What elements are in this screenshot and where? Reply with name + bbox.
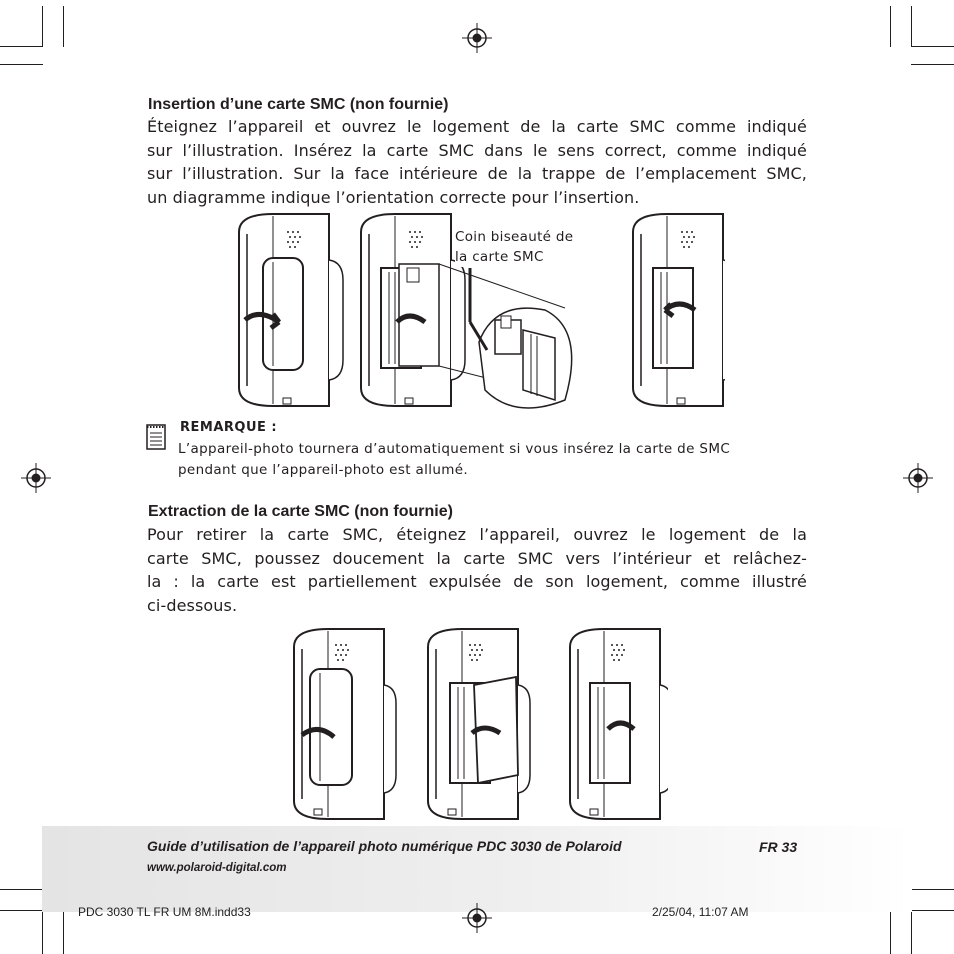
paragraph-line: sur l’illustration. Insérez la carte SMC dans le sens correct, comme indiqué [147,140,807,160]
note-title: REMARQUE : [180,420,278,435]
section2-heading: Extraction de la carte SMC (non fournie) [148,503,453,520]
paragraph-line: Pour retirer la carte SMC, éteignez l’appareil, ouvrez le logement de la [147,525,807,544]
slug-page: 33 [237,905,251,919]
figure-remove-card [288,625,668,825]
callout-label [455,227,573,267]
callout-line: Coin biseauté de [455,229,574,245]
section1-heading: Insertion d’une carte SMC (non fournie) [148,96,449,113]
footer-title: Guide d’utilisation de l’appareil photo numérique PDC 3030 de Polaroid [147,838,622,854]
registration-mark-left [21,463,51,493]
note-icon [146,424,166,450]
section2-paragraph [147,523,807,617]
registration-mark-bottom [462,903,492,933]
slug-date: 2/25/04, 11:07 AM [652,905,749,919]
slug-file: PDC 3030 TL FR UM 8M.indd [78,905,238,919]
registration-mark-top [462,23,492,53]
callout-line: la carte SMC [455,249,544,265]
registration-mark-right [903,463,933,493]
footer-url: www.polaroid-digital.com [147,862,287,874]
note-line: pendant que l’appareil-photo est allumé. [178,462,469,478]
paragraph-line: un diagramme indique l’orientation correcte pour l’insertion. [147,187,640,207]
paragraph-line: sur l’illustration. Sur la face intérieure de la trappe de l’emplacement SMC, [147,164,807,183]
section1-paragraph [147,115,807,209]
paragraph-line: Éteignez l’appareil et ouvrez le logement de la carte SMC comme indiqué [147,117,807,136]
slug-filename [78,905,251,919]
note-line: L’appareil-photo tournera d’automatiquement si vous insérez la carte de SMC [178,441,731,457]
paragraph-line: ci-dessous. [147,595,238,615]
paragraph-line: la : la carte est partiellement expulsée de son logement, comme illustré [147,572,807,591]
note-text [178,439,818,481]
paragraph-line: carte SMC, poussez doucement la carte SMC vers l’intérieur et relâchez- [147,548,807,568]
footer-page-number: FR 33 [759,839,798,855]
